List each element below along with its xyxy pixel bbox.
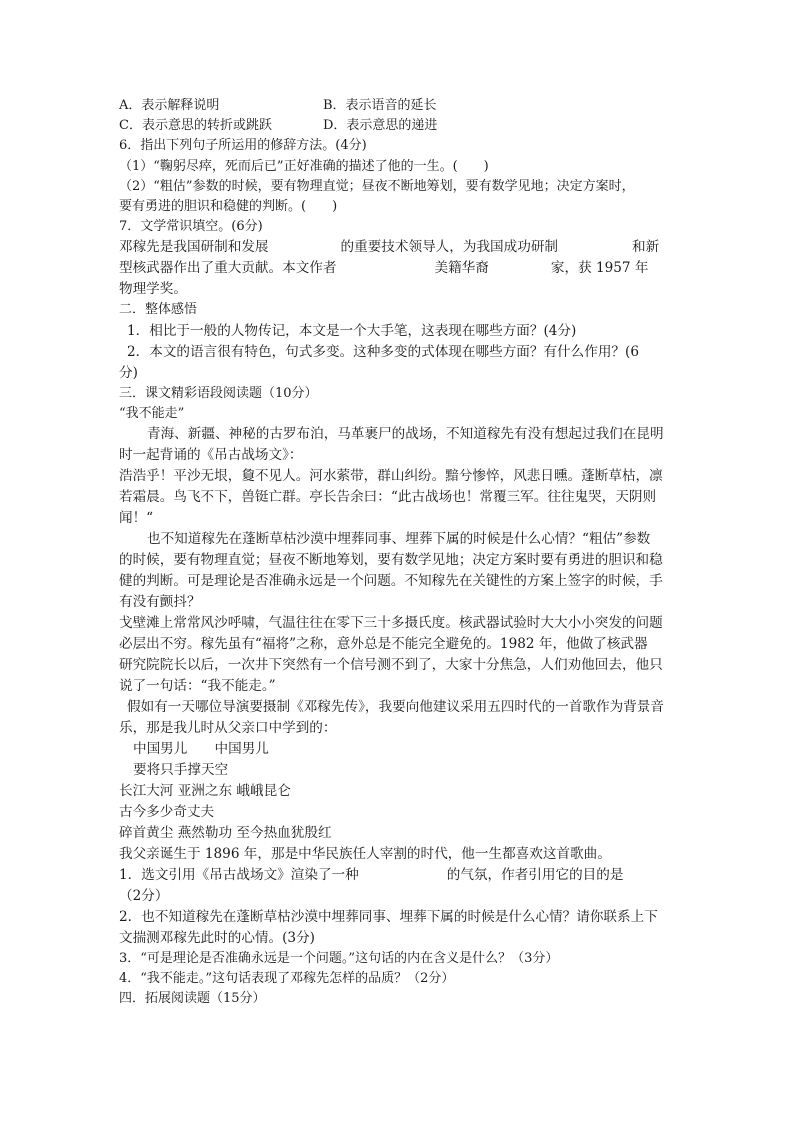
option-b: B．表示语音的延长 — [323, 98, 437, 113]
section-2-title: 二．整体感悟 — [119, 302, 198, 318]
q7-line-1 — [119, 237, 679, 258]
song-line-4: 古今多少奇丈夫 — [119, 804, 215, 821]
passage-p1a: 青海、新疆、神秘的古罗布泊，马革裹尸的战场，不知道稼先有没有想起过我们在昆明 — [147, 426, 664, 443]
options-row-ab — [119, 96, 679, 116]
q7-text: 邓稼先是我国研制和发展 — [119, 239, 269, 256]
passage-p4c: 研究院院长以后，一次井下突然有一个信号测不到了，大家十分焦急，人们劝他回去，他只 — [119, 657, 663, 674]
sec3-q1-line — [119, 865, 679, 886]
sec3-q1-text: 1．选文引用《吊古战场文》渲染了一种 — [119, 867, 359, 884]
q7-text: 和新 — [632, 239, 660, 256]
options-row-cd — [119, 116, 679, 136]
q7-text: 型核武器作出了重大贡献。本文作者 — [119, 260, 337, 277]
q6-sentence-2a: （2）“粗估”参数的时候，要有物理直觉；昼夜不断地筹划，要有数学见地；决定方案时， — [119, 178, 635, 194]
passage-p2a: 浩浩乎！平沙无垠，敻不见人。河水萦带，群山纠纷。黯兮惨悴，风悲日曛。蓬断草枯，凛 — [119, 468, 663, 485]
option-c: C．表示意思的转折或跳跃 — [119, 118, 272, 134]
passage-p4a: 戈壁滩上常常风沙呼啸，气温往往在零下三十多摄氏度。核武器试验时大大小小突发的问题 — [119, 615, 663, 632]
sec3-q2a: 2．也不知道稼先在蓬断草枯沙漠中埋葬同事、埋葬下属的时候是什么心情？请你联系上下 — [119, 909, 658, 926]
q7-text: 美籍华裔 — [434, 260, 489, 277]
section-3-title: 三．课文精彩语段阅读题（10分） — [119, 385, 318, 401]
passage-p3b: 的时候，要有物理直觉；昼夜不断地筹划，要有数学见地；决定方案时要有勇进的胆识和稳 — [119, 552, 663, 569]
q7-line-3: 物理学奖。 — [119, 281, 187, 298]
q6-sentence-2b: 要有勇进的胆识和稳健的判断。( ) — [119, 199, 338, 215]
passage-p5a: 假如有一天哪位导演要摄制《邓稼先传》，我要向他建议采用五四时代的一首歌作为背景音 — [127, 699, 664, 716]
option-a: A．表示解释说明 — [119, 98, 220, 113]
sec3-q3: 3．“可是理论是否准确永远是一个问题。”这句话的内在含义是什么？（3分） — [119, 951, 559, 967]
sec3-q1-score: （2分） — [119, 888, 169, 905]
document-page — [119, 96, 679, 1010]
section-4-title: 四．拓展阅读题（15分） — [119, 991, 266, 1007]
passage-p3d: 有没有颤抖？ — [119, 594, 201, 611]
passage-p3a: 也不知道稼先在蓬断草枯沙漠中埋葬同事、埋葬下属的时候是什么心情？“粗估”参数 — [147, 531, 651, 548]
passage-p5b: 乐，那是我儿时从父亲口中学到的： — [119, 720, 337, 737]
q6-sentence-1: （1）“鞠躬尽瘁，死而后已”正好准确的描述了他的一生。( ) — [119, 158, 489, 174]
sec3-q4: 4．“我不能走。”这句话表现了邓稼先怎样的品质？（2分） — [119, 971, 455, 987]
sec3-q1-text: 的气氛，作者引用它的目的是 — [446, 867, 624, 884]
q7-title: 7．文学常识填空。(6分) — [119, 219, 263, 235]
q6-title: 6．指出下列句子所运用的修辞方法。(4分) — [119, 138, 367, 154]
song-line-5: 碎首黄尘 燕然勒功 至今热血犹殷红 — [119, 825, 332, 842]
song-line-2: 要将只手撑天空 — [133, 762, 229, 779]
passage-p4d: 说了一句话：“我不能走。” — [119, 678, 276, 695]
q7-line-2 — [119, 258, 679, 279]
sec2-q2a: 2．本文的语言很有特色，句式多变。这种多变的式体现在哪些方面？有什么作用？(6 — [127, 343, 639, 360]
q7-text: 的重要技术领导人，为我国成功研制 — [340, 239, 559, 256]
passage-p3c: 健的判断。可是理论是否准确永远是一个问题。不知稼先在关键性的方案上签字的时候，手 — [119, 573, 663, 590]
option-d: D．表示意思的递进 — [323, 118, 438, 134]
sec2-q1: 1．相比于一般的人物传记，本文是一个大手笔，这表现在哪些方面？(4分) — [127, 322, 577, 339]
sec2-q2b: 分) — [119, 364, 138, 381]
passage-p2c: 闻！“ — [119, 510, 154, 527]
passage-p1b: 时一起背诵的《吊古战场文》： — [119, 447, 303, 464]
song-line-1: 中国男儿 中国男儿 — [133, 741, 269, 758]
passage-p2b: 若霜晨。鸟飞不下，兽铤亡群。亭长告余曰：“此古战场也！常覆三军。往往鬼哭，天阴则 — [119, 489, 657, 506]
passage-p6: 我父亲诞生于 1896 年，那是中华民族任人宰割的时代，他一生都喜欢这首歌曲。 — [119, 846, 611, 863]
passage-title: “我不能走” — [119, 405, 185, 421]
q7-text: 家，获 1957 年 — [550, 260, 649, 277]
song-line-3: 长江大河 亚洲之东 峨峨昆仑 — [119, 783, 291, 800]
sec3-q2b: 文揣测邓稼先此时的心情。(3分) — [119, 930, 315, 947]
passage-p4b: 必层出不穷。稼先虽有“福将”之称，意外总是不能完全避免的。1982 年，他做了核武器 — [119, 636, 648, 653]
